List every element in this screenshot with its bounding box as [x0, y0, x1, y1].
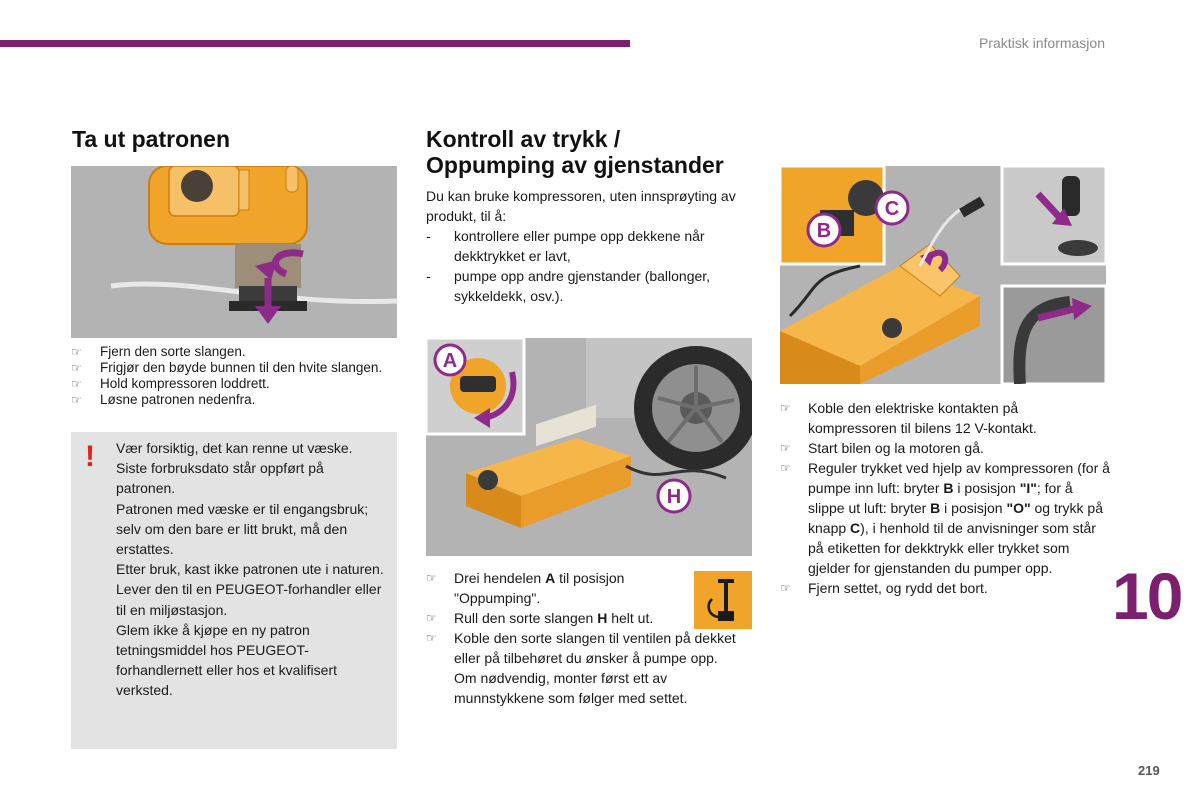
pointer-icon: ☞ [71, 345, 82, 359]
page-number: 219 [1138, 763, 1160, 778]
warning-text: Vær forsiktig, det kan renne ut væske. Siste forbruksdato står oppført på patronen. Patronen med væske er til engangsbruk; selv om den bare er litt brukt, må den erstattes. Etter bruk, kast ikke patronen ute i naturen. Lever den til en PEUGEOT-forhandler eller til en miljøstasjon. Glem ikke å kjøpe en ny patron tetningsmiddel hos PEUGEOT-forhandlernett eller hos et kvalifisert verksted. [116, 440, 384, 699]
section-label: Praktisk informasjon [978, 35, 1105, 51]
compressor-tyre-illustration [426, 338, 752, 556]
right-steps-list [780, 398, 1110, 598]
pointer-icon: ☞ [71, 377, 82, 391]
pointer-icon: ☞ [780, 401, 791, 415]
pointer-icon: ☞ [426, 611, 437, 625]
kit-connection-illustration [780, 166, 1106, 384]
pointer-icon: ☞ [71, 361, 82, 375]
chapter-number: 10 [1112, 559, 1182, 633]
left-steps-list [71, 344, 397, 408]
inflation-mode-icon [694, 571, 752, 629]
list-item: ☞ Koble den elektriske kontakten på kompressoren til bilens 12 V-kontakt. [780, 400, 1037, 436]
pointer-icon: ☞ [71, 393, 82, 407]
pointer-icon: ☞ [780, 581, 791, 595]
list-item: - pumpe opp andre gjenstander (ballonger, sykkeldekk, osv.). [426, 268, 711, 304]
list-item: - kontrollere eller pumpe opp dekkene når dekktrykket er lavt, [426, 228, 705, 264]
pointer-icon: ☞ [780, 441, 791, 455]
pointer-icon: ☞ [426, 631, 437, 645]
cartridge-removal-illustration [71, 166, 397, 338]
uses-list [426, 226, 754, 306]
figure-label-h: H [666, 486, 682, 508]
list-item: ☞ Drei hendelen A til posisjon "Oppumping". [426, 570, 625, 606]
list-item: ☞ Start bilen og la motoren gå. [780, 440, 984, 456]
list-item: ☞ Koble den sorte slangen til ventilen på dekket eller på tilbehøret du ønsker å pumpe opp. Om nødvendig, monter først ett av munnstykkene som følger med settet. [426, 630, 736, 706]
list-item: ☞ Hold kompressoren loddrett. [71, 376, 270, 391]
list-item: ☞ Rull den sorte slangen H helt ut. [426, 610, 654, 626]
warning-icon: ! [85, 440, 95, 473]
pointer-icon: ☞ [426, 571, 437, 585]
middle-intro: Du kan bruke kompressoren, uten innsprøyting av produkt, til å: [426, 188, 736, 224]
header-accent-bar [0, 40, 630, 47]
figure-label-b: B [816, 220, 832, 242]
figure-label-a: A [442, 350, 458, 372]
figure-label-c: C [884, 198, 900, 220]
list-item: ☞ Reguler trykket ved hjelp av kompressoren (for å pumpe inn luft: bryter B i posisjon "I"; for å slippe ut luft: bryter B i posisjon "O" og trykk på knapp C), i henhold til de anvisninger som står på etiketten for dekktrykk eller trykket som gjelder for gjenstanden du pumper opp. [780, 460, 1110, 576]
warning-box [71, 432, 397, 749]
list-item: ☞ Fjern settet, og rydd det bort. [780, 580, 988, 596]
list-item: ☞ Løsne patronen nedenfra. [71, 392, 256, 407]
middle-title: Kontroll av trykk / Oppumping av gjenstander [426, 126, 724, 178]
list-item: ☞ Frigjør den bøyde bunnen til den hvite slangen. [71, 360, 383, 375]
left-title: Ta ut patronen [72, 126, 231, 152]
list-item: ☞ Fjern den sorte slangen. [71, 344, 246, 359]
pointer-icon: ☞ [780, 461, 791, 475]
middle-steps-list [426, 568, 736, 708]
